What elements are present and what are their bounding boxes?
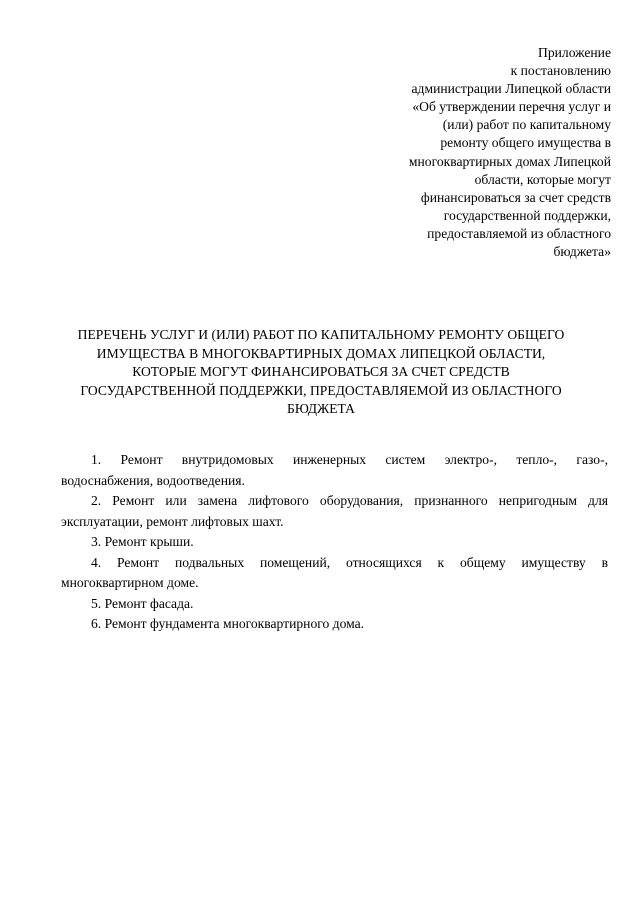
list-item <box>61 532 608 553</box>
list-item-text: 2. Ремонт или замена лифтового оборудования, признанного непригодным для <box>91 493 608 508</box>
list-item-text: 1. Ремонт внутридомовых инженерных систем электро-, тепло-, газо-, <box>91 452 608 467</box>
appendix-line: предоставляемой из областного <box>427 225 611 241</box>
list-item-text: 5. Ремонт фасада. <box>91 595 194 611</box>
list-item-text: 6. Ремонт фундамента многоквартирного дома. <box>91 616 365 631</box>
list-item <box>61 450 608 491</box>
list-item <box>61 594 608 615</box>
title-line: КОТОРЫЕ МОГУТ ФИНАНСИРОВАТЬСЯ ЗА СЧЕТ СРЕДСТВ <box>132 364 510 380</box>
appendix-line: (или) работ по капитальному <box>442 117 611 133</box>
list-item-continuation: эксплуатации, ремонт лифтовых шахт. <box>61 513 284 529</box>
document-title <box>40 326 602 419</box>
appendix-line: многоквартирных домах Липецкой <box>408 153 611 169</box>
list-item-continuation: водоснабжения, водоотведения. <box>61 472 245 488</box>
appendix-line: администрации Липецкой области <box>411 81 611 97</box>
title-line: БЮДЖЕТА <box>287 401 355 417</box>
appendix-line: бюджета» <box>553 244 611 260</box>
services-list <box>61 450 608 635</box>
appendix-line: финансироваться за счет средств <box>420 189 611 205</box>
appendix-line: «Об утверждении перечня услуг и <box>412 99 611 115</box>
appendix-line: государственной поддержки, <box>443 207 611 223</box>
list-item-text: 3. Ремонт крыши. <box>91 534 194 549</box>
appendix-line: области, которые могут <box>474 171 611 187</box>
list-item <box>61 614 608 635</box>
title-line: ГОСУДАРСТВЕННОЙ ПОДДЕРЖКИ, ПРЕДОСТАВЛЯЕМОЙ ИЗ ОБЛАСТНОГО <box>80 382 562 398</box>
appendix-line: к постановлению <box>510 63 611 79</box>
list-item <box>61 491 608 532</box>
appendix-block <box>351 44 611 261</box>
title-line: ПЕРЕЧЕНЬ УСЛУГ И (ИЛИ) РАБОТ ПО КАПИТАЛЬНОМУ РЕМОНТУ ОБЩЕГО <box>77 327 565 342</box>
appendix-line: ремонту общего имущества в <box>440 135 611 151</box>
appendix-line: Приложение <box>538 45 611 60</box>
list-item-continuation: многоквартирном доме. <box>61 575 199 590</box>
list-item-text: 4. Ремонт подвальных помещений, относящихся к общему имуществу в <box>91 554 608 570</box>
list-item <box>61 553 608 594</box>
title-line: ИМУЩЕСТВА В МНОГОКВАРТИРНЫХ ДОМАХ ЛИПЕЦКОЙ ОБЛАСТИ, <box>96 345 546 361</box>
